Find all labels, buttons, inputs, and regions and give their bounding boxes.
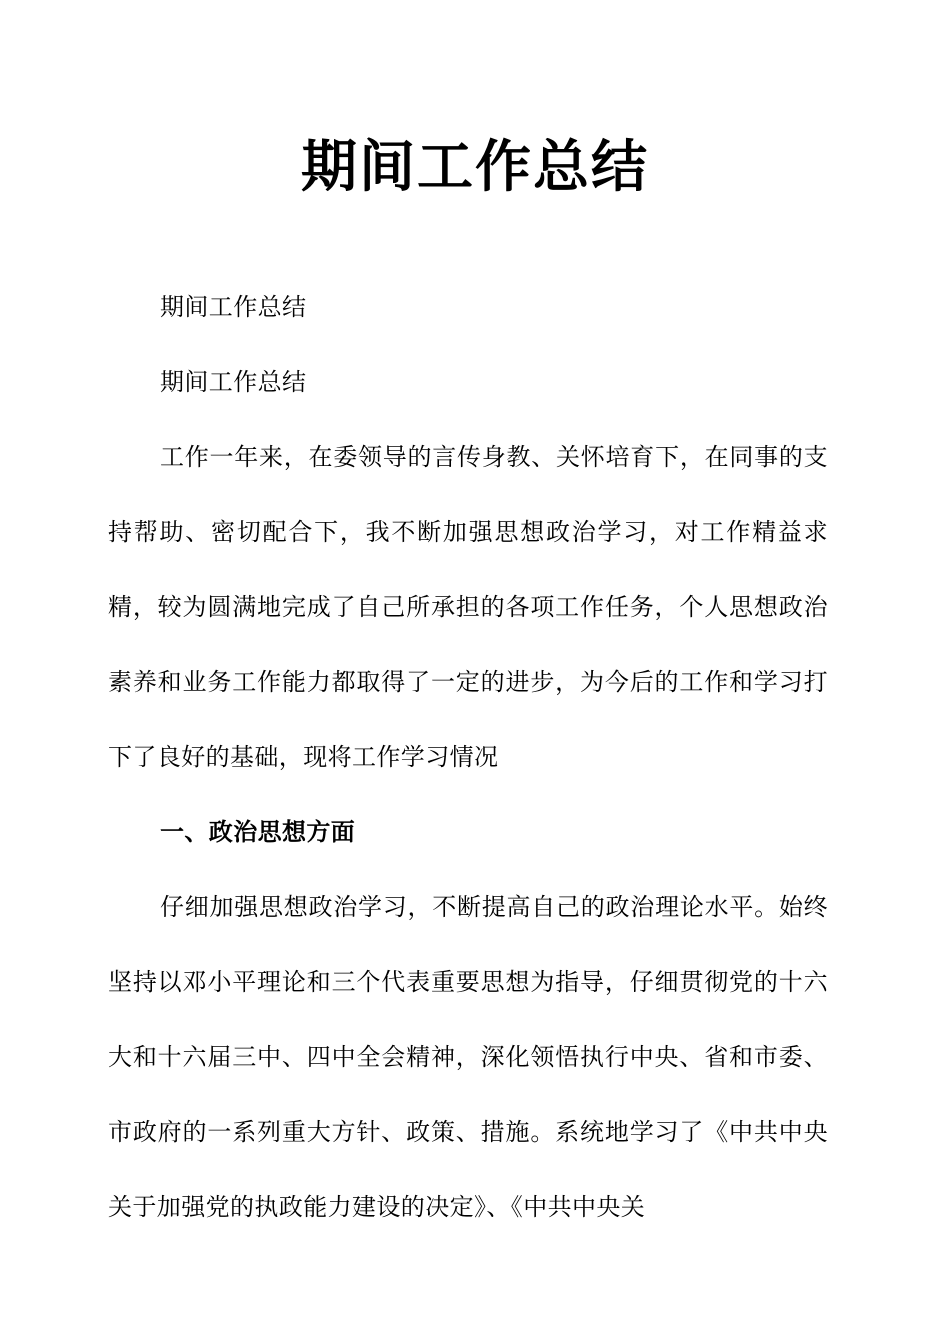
paragraph-subtitle-1: 期间工作总结	[160, 293, 307, 321]
document-body	[108, 270, 828, 1245]
section-heading-political: 一、政治思想方面	[160, 818, 356, 846]
paragraph-intro: 工作一年来，在委领导的言传身教、关怀培育下，在同事的支持帮助、密切配合下，我不断加强思想政治学习，对工作精益求精，较为圆满地完成了自己所承担的各项工作任务，个人思想政治素养和业务工作能力都取得了一定的进步，为今后的工作和学习打下了良好的基础，现将工作学习情况	[108, 443, 828, 771]
paragraph-subtitle-2: 期间工作总结	[160, 368, 307, 396]
document-title: 期间工作总结	[301, 135, 649, 200]
paragraph-political-study: 仔细加强思想政治学习，不断提高自己的政治理论水平。始终坚持以邓小平理论和三个代表重要思想为指导，仔细贯彻党的十六大和十六届三中、四中全会精神，深化领悟执行中央、省和市委、市政府的一系列重大方针、政策、措施。系统地学习了《中共中央关于加强党的执政能力建设的决定》、《中共中央关	[108, 893, 828, 1221]
